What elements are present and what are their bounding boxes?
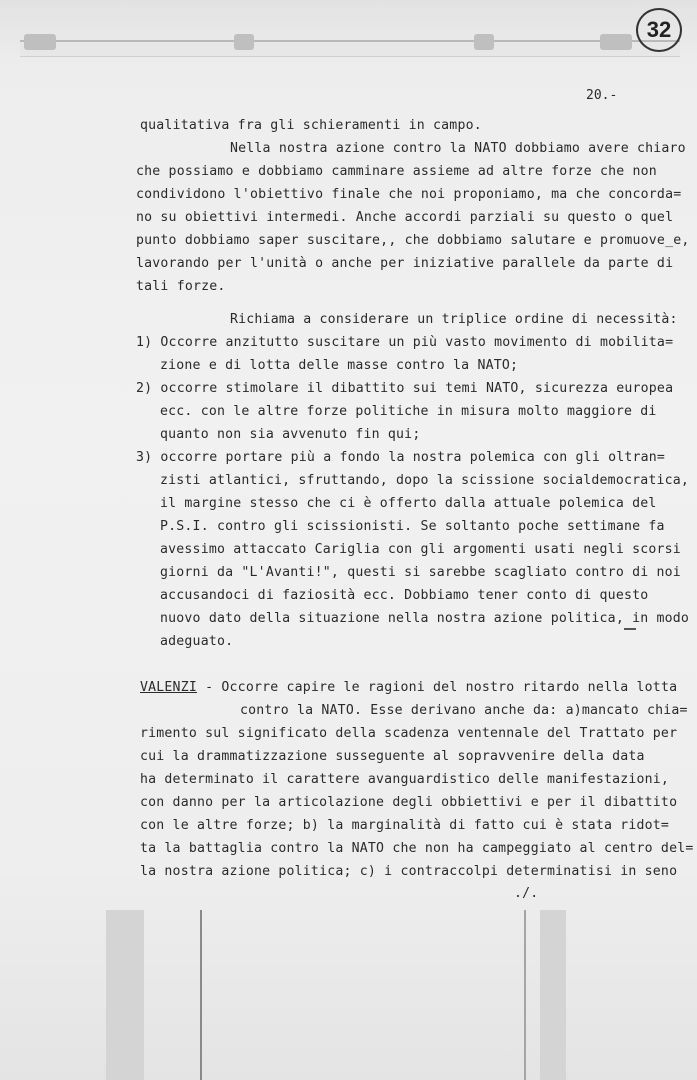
shadow-band <box>540 910 566 1080</box>
text-line: zisti atlantici, sfruttando, dopo la scissione socialdemocratica, <box>160 473 690 488</box>
speaker-line <box>140 680 677 695</box>
text-line: ha determinato il carattere avanguardistico delle manifestazioni, <box>140 772 670 787</box>
text-line: adeguato. <box>160 634 234 649</box>
underlying-page-edge <box>10 910 685 1080</box>
text-line: giorni da "L'Avanti!", questi si sarebbe scagliato contro di noi <box>160 565 681 580</box>
text-line: la nostra azione politica; c) i contraccolpi determinatisi in seno <box>140 864 678 879</box>
text-line: accusandoci di faziosità ecc. Dobbiamo tener conto di questo <box>160 588 649 603</box>
text-line: quanto non sia avvenuto fin qui; <box>160 427 421 442</box>
text-line: rimento sul significato della scadenza ventennale del Trattato per <box>140 726 678 741</box>
text-line: punto dobbiamo saper suscitare,, che dobbiamo salutare e promuove_e, <box>136 233 690 248</box>
text-line: che possiamo e dobbiamo camminare assieme ad altre forze che non <box>136 164 657 179</box>
text-line: nuovo dato della situazione nella nostra azione politica, in modo <box>160 611 690 626</box>
text-line: il margine stesso che ci è offerto dalla attuale polemica del <box>160 496 657 511</box>
text-line: Occorre capire le ragioni del nostro ritardo nella lotta <box>221 680 678 695</box>
text-line: cui la drammatizzazione susseguente al sopravvenire della data <box>140 749 645 764</box>
shadow-band <box>106 910 132 1080</box>
continuation-mark: ./. <box>514 886 539 901</box>
binder-clip <box>234 34 254 50</box>
page-edge-line <box>200 910 202 1080</box>
folio-stamp: 32 <box>636 8 682 52</box>
text-line: no su obiettivi intermedi. Anche accordi parziali su questo o quel <box>136 210 674 225</box>
list-item-1: 1) Occorre anzitutto suscitare un più vasto movimento di mobilita= <box>136 335 674 350</box>
text-line: condividono l'obiettivo finale che noi proponiamo, ma che concorda= <box>136 187 682 202</box>
pen-mark <box>624 628 636 630</box>
shadow-band <box>130 910 144 1080</box>
speaker-name: VALENZI <box>140 680 197 695</box>
page-number: 20.- <box>586 88 618 103</box>
text-line: qualitativa fra gli schieramenti in campo. <box>140 118 482 133</box>
text-line: con danno per la articolazione degli obbiettivi e per il dibattito <box>140 795 678 810</box>
binder-clip <box>474 34 494 50</box>
text-line: zione e di lotta delle masse contro la NATO; <box>160 358 519 373</box>
text-line: con le altre forze; b) la marginalità di fatto cui è stata ridot= <box>140 818 670 833</box>
page-edge-line <box>524 910 526 1080</box>
text-line: ecc. con le altre forze politiche in misura molto maggiore di <box>160 404 657 419</box>
text-line: contro la NATO. Esse derivano anche da: a)mancato chia= <box>240 703 688 718</box>
binder-clip <box>24 34 56 50</box>
text-line: avessimo attaccato Cariglia con gli argomenti usati negli scorsi <box>160 542 681 557</box>
text-line: Nella nostra azione contro la NATO dobbiamo avere chiaro <box>230 141 686 156</box>
text-line: Richiama a considerare un triplice ordine di necessità: <box>230 312 678 327</box>
text-line: lavorando per l'unità o anche per iniziative parallele da parte di <box>136 256 674 271</box>
list-item-3: 3) occorre portare più a fondo la nostra polemica con gli oltran= <box>136 450 666 465</box>
binding-strip <box>20 40 680 57</box>
text-line: tali forze. <box>136 279 226 294</box>
binder-clip <box>600 34 632 50</box>
text-line: P.S.I. contro gli scissionisti. Se soltanto poche settimane fa <box>160 519 665 534</box>
list-item-2: 2) occorre stimolare il dibattito sui temi NATO, sicurezza europea <box>136 381 674 396</box>
speaker-separator: - <box>196 680 222 695</box>
text-line: ta la battaglia contro la NATO che non ha campeggiato al centro del= <box>140 841 694 856</box>
